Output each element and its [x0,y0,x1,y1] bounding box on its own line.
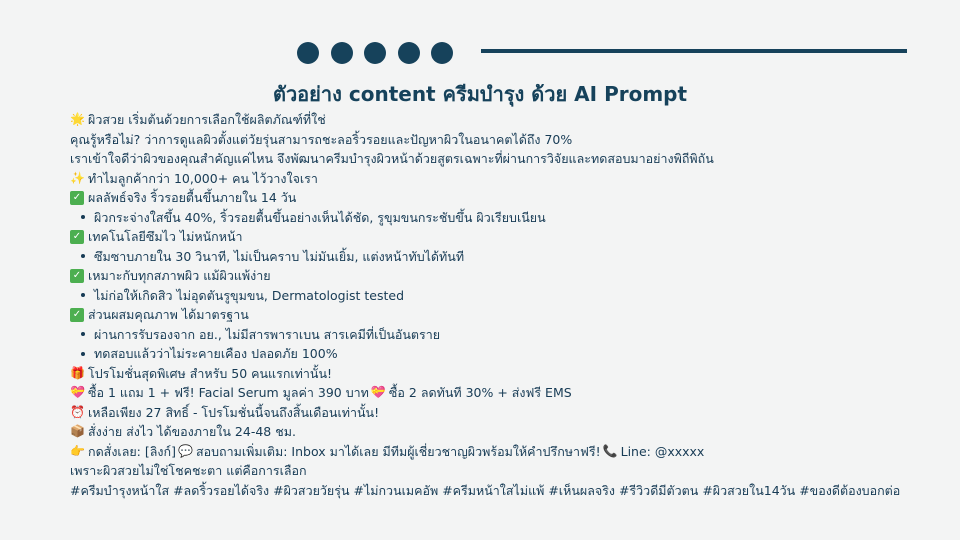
sparkles-icon: ✨ [70,170,85,185]
line-text: Line: @xxxxx [620,443,705,459]
line-text: ทำไมลูกค้ากว่า 10,000+ คน ไว้วางใจเรา [88,170,318,186]
text-line [70,442,950,462]
line-text: โปรโมชั่นสุดพิเศษ สำหรับ 50 คนแรกเท่านั้น! [88,365,333,381]
text-line [70,266,950,286]
dot [331,42,353,64]
line-text: ซื้อ 2 ลดทันที 30% + ส่งฟรี EMS [388,385,572,400]
line-text: เราเข้าใจดีว่าผิวของคุณสำคัญแค่ไหน จึงพัฒนาครีมบำรุงผิวหน้าด้วยสูตรเฉพาะที่ผ่านการวิจัยและทดสอบมาอย่างพิถีพิถัน [70,151,714,166]
line-text: ผ่านการรับรองจาก อย., ไม่มีสารพาราเบน สารเคมีที่เป็นอันตราย [94,326,441,342]
text-line [70,305,950,325]
line-text: ผิวกระจ่างใสขึ้น 40%, ริ้วรอยตื้นขึ้นอย่างเห็นได้ชัด, รูขุมขนกระชับขึ้น ผิวเรียบเนียน [94,209,546,225]
dot [398,42,420,64]
line-text: เหลือเพียง 27 สิทธิ์ - โปรโมชั่นนี้จนถึงสิ้นเดือนเท่านั้น! [88,404,380,420]
header-rule [481,49,907,53]
star-icon: 🌟 [70,112,85,126]
page-title: ตัวอย่าง content ครีมบำรุง ด้วย AI Prompt [272,82,688,106]
pointing-hand-icon: 👉 [70,443,85,458]
bullet-item [70,325,950,345]
line-text: ซึมซาบภายใน 30 วินาที, ไม่เป็นคราบ ไม่มันเยิ้ม, แต่งหน้าทับได้ทันที [94,248,465,264]
gift-icon: 🎁 [70,365,85,380]
dot [431,42,453,64]
line-text: ส่วนผสมคุณภาพ ได้มาตรฐาน [88,307,249,322]
line-text: สั่งง่าย ส่งไว ได้ของภายใน 24-48 ชม. [88,424,296,439]
phone-icon: 📞 [602,443,618,458]
bullet-item [70,208,950,228]
text-line [70,364,950,384]
check-icon: ✓ [70,191,84,205]
line-text: #ครีมบำรุงหน้าใส #ลดริ้วรอยได้จริง #ผิวสวยวัยรุ่น #ไม่กวนเมคอัพ #ครีมหน้าใสไม่แพ้ #เห็นผลจริง #รีวิวดีมีตัวตน #ผิวสวยใน14วัน #ของดีต้องบอกต่อ [70,482,901,498]
line-text: ผิวสวย เริ่มต้นด้วยการเลือกใช้ผลิตภัณฑ์ที่ใช่ [88,112,326,127]
text-line [70,188,950,208]
bullet-item [70,344,950,364]
check-icon: ✓ [70,269,84,283]
line-text: คุณรู้หรือไม่? ว่าการดูแลผิวตั้งแต่วัยรุ่นสามารถชะลอริ้วรอยและปัญหาผิวในอนาคตได้ถึง 70% [70,131,573,147]
text-line [70,227,950,247]
line-text: ซื้อ 1 แถม 1 + ฟรี! Facial Serum มูลค่า 390 บาท [88,385,369,400]
text-line [70,169,950,189]
bullet-item [70,247,950,267]
text-line [70,149,950,169]
text-line [70,481,950,501]
content-body [70,110,950,500]
text-line [70,130,950,150]
line-text: เพราะผิวสวยไม่ใช่โชคชะตา แต่คือการเลือก [70,463,307,478]
line-text: สอบถามเพิ่มเติม: Inbox มาได้เลย มีทีมผู้เชี่ยวชาญผิวพร้อมให้คำปรึกษาฟรี! [195,443,601,459]
line-text: เหมาะกับทุกสภาพผิว แม้ผิวแพ้ง่าย [88,268,271,283]
line-text: เทคโนโลยีซึมไว ไม่หนักหน้า [88,229,243,244]
text-line [70,110,950,130]
line-text: กดสั่งเลย: [ลิงก์] [88,443,176,459]
bullet-item [70,286,950,306]
alarm-clock-icon: ⏰ [70,404,85,419]
pagination-dots [297,42,453,64]
package-icon: 📦 [70,424,85,438]
check-icon: ✓ [70,308,84,322]
check-icon: ✓ [70,230,84,244]
line-text: ทดสอบแล้วว่าไม่ระคายเคือง ปลอดภัย 100% [94,346,338,361]
text-line [70,461,950,481]
speech-bubble-icon: 💬 [177,443,193,458]
dot [364,42,386,64]
text-line [70,403,950,423]
text-line [70,383,950,403]
line-text: ไม่ก่อให้เกิดสิว ไม่อุดตันรูขุมขน, Dermatologist tested [94,287,405,303]
line-text: ผลลัพธ์จริง ริ้วรอยตื้นขึ้นภายใน 14 วัน [88,190,297,205]
heart-icon: 💝 [370,385,386,399]
dot [297,42,319,64]
text-line [70,422,950,442]
heart-icon: 💝 [70,385,85,399]
